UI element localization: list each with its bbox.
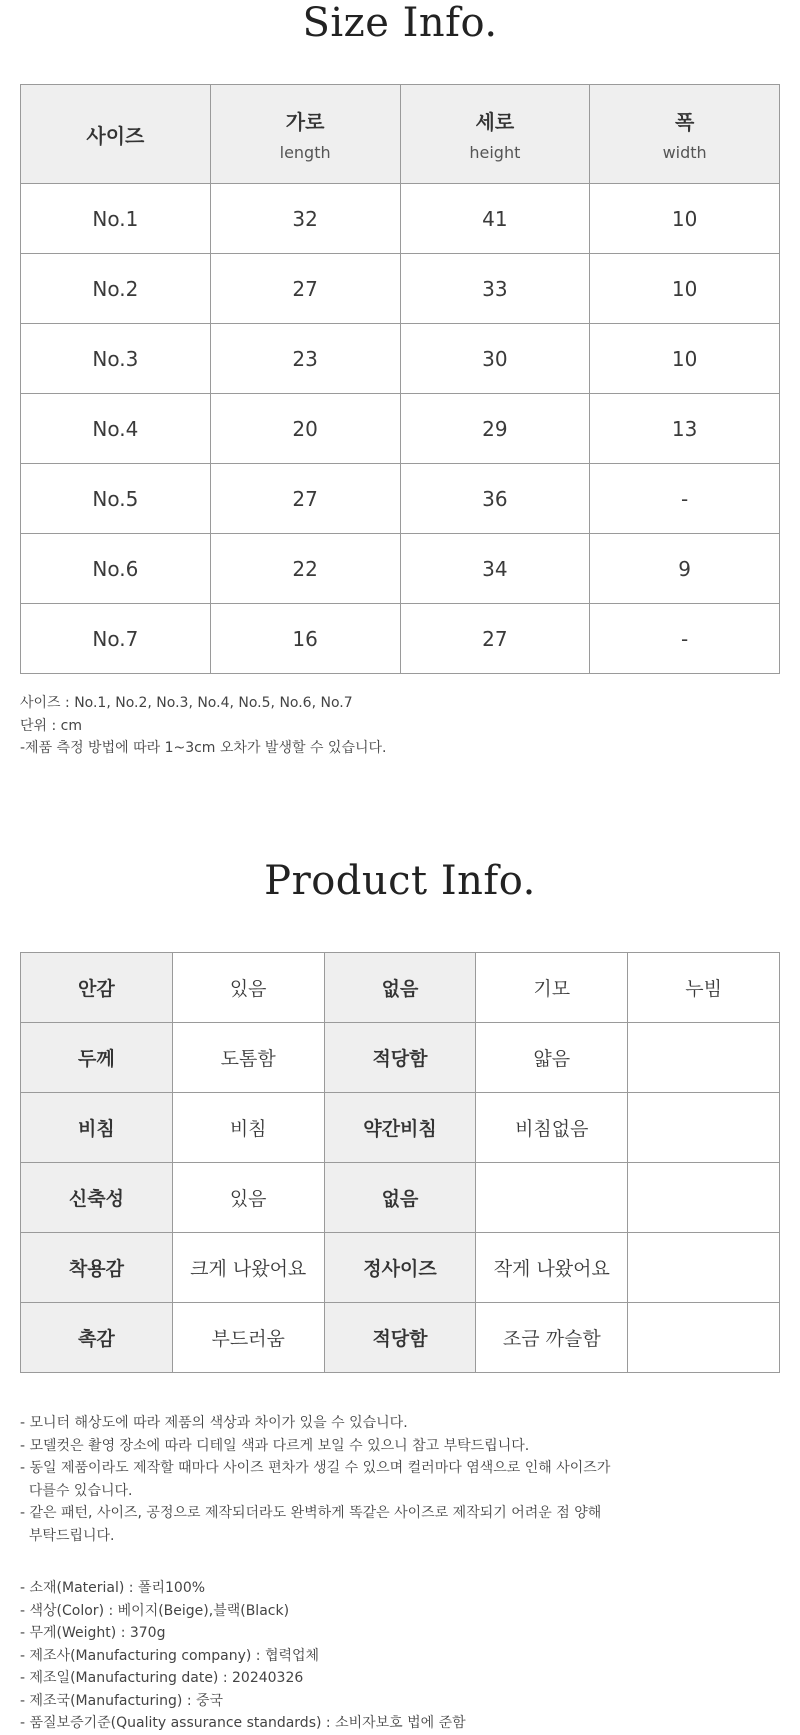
product-option bbox=[476, 1163, 628, 1233]
product-option: 조금 까슬함 bbox=[476, 1303, 628, 1373]
product-detail-line: - 제조사(Manufacturing company) : 협력업체 bbox=[20, 1647, 320, 1664]
product-option bbox=[628, 1093, 780, 1163]
product-option: 얇음 bbox=[476, 1023, 628, 1093]
product-option: 있음 bbox=[172, 953, 324, 1023]
product-option: 작게 나왔어요 bbox=[476, 1233, 628, 1303]
size-header-width-ko: 폭 bbox=[674, 110, 695, 134]
product-option: 크게 나왔어요 bbox=[172, 1233, 324, 1303]
size-header-size bbox=[21, 85, 211, 184]
height-cell: 36 bbox=[400, 464, 590, 534]
product-info-title: Product Info. bbox=[264, 858, 536, 904]
size-header-height bbox=[400, 85, 590, 184]
product-option: 부드러움 bbox=[172, 1303, 324, 1373]
product-label: 없음 bbox=[324, 953, 476, 1023]
product-option: 비침 bbox=[172, 1093, 324, 1163]
product-option bbox=[628, 1023, 780, 1093]
size-row bbox=[21, 184, 780, 254]
length-cell: 32 bbox=[210, 184, 400, 254]
product-label: 정사이즈 bbox=[324, 1233, 476, 1303]
product-row bbox=[21, 1023, 780, 1093]
length-cell: 27 bbox=[210, 254, 400, 324]
product-detail-line: - 색상(Color) : 베이지(Beige),블랙(Black) bbox=[20, 1602, 290, 1619]
width-cell: - bbox=[590, 464, 780, 534]
width-cell: 10 bbox=[590, 184, 780, 254]
size-row bbox=[21, 534, 780, 604]
length-cell: 23 bbox=[210, 324, 400, 394]
product-detail-line: - 제조일(Manufacturing date) : 20240326 bbox=[20, 1670, 304, 1686]
size-info-title: Size Info. bbox=[302, 0, 498, 46]
product-label: 안감 bbox=[21, 953, 173, 1023]
product-row bbox=[21, 1233, 780, 1303]
size-cell: No.3 bbox=[21, 324, 211, 394]
product-option: 있음 bbox=[172, 1163, 324, 1233]
height-cell: 29 bbox=[400, 394, 590, 464]
size-row bbox=[21, 254, 780, 324]
length-cell: 20 bbox=[210, 394, 400, 464]
product-label: 없음 bbox=[324, 1163, 476, 1233]
product-notes bbox=[20, 1412, 610, 1547]
product-label: 적당함 bbox=[324, 1023, 476, 1093]
size-row bbox=[21, 324, 780, 394]
product-detail-line: - 품질보증기준(Quality assurance standards) : 소비자보호 법에 준함 bbox=[20, 1715, 466, 1731]
product-label: 촉감 bbox=[21, 1303, 173, 1373]
size-header-height-ko: 세로 bbox=[475, 110, 515, 134]
width-cell: - bbox=[590, 604, 780, 674]
height-cell: 34 bbox=[400, 534, 590, 604]
product-details bbox=[20, 1577, 466, 1735]
product-row bbox=[21, 953, 780, 1023]
product-label: 비침 bbox=[21, 1093, 173, 1163]
product-note-line: - 모니터 해상도에 따라 제품의 색상과 차이가 있을 수 있습니다. bbox=[20, 1415, 408, 1431]
product-label: 적당함 bbox=[324, 1303, 476, 1373]
product-label: 착용감 bbox=[21, 1233, 173, 1303]
product-label: 약간비침 bbox=[324, 1093, 476, 1163]
size-table bbox=[20, 84, 780, 674]
size-row bbox=[21, 394, 780, 464]
product-note-line: 다를수 있습니다. bbox=[20, 1482, 133, 1499]
length-cell: 22 bbox=[210, 534, 400, 604]
size-cell: No.7 bbox=[21, 604, 211, 674]
product-row bbox=[21, 1163, 780, 1233]
size-table-header-row bbox=[21, 85, 780, 184]
product-option: 도톰함 bbox=[172, 1023, 324, 1093]
product-row bbox=[21, 1093, 780, 1163]
size-note-line: -제품 측정 방법에 따라 1~3cm 오차가 발생할 수 있습니다. bbox=[20, 740, 387, 756]
product-label: 두께 bbox=[21, 1023, 173, 1093]
product-option: 누빔 bbox=[628, 953, 780, 1023]
size-cell: No.2 bbox=[21, 254, 211, 324]
product-note-line: - 동일 제품이라도 제작할 때마다 사이즈 편차가 생길 수 있으며 컬러마다 염색으로 인해 사이즈가 bbox=[20, 1460, 611, 1476]
size-header-length-ko: 가로 bbox=[285, 110, 325, 134]
height-cell: 30 bbox=[400, 324, 590, 394]
length-cell: 16 bbox=[210, 604, 400, 674]
size-cell: No.5 bbox=[21, 464, 211, 534]
width-cell: 9 bbox=[590, 534, 780, 604]
product-label: 신축성 bbox=[21, 1163, 173, 1233]
product-row bbox=[21, 1303, 780, 1373]
size-cell: No.4 bbox=[21, 394, 211, 464]
height-cell: 33 bbox=[400, 254, 590, 324]
product-option bbox=[628, 1233, 780, 1303]
product-note-line: - 모델컷은 촬영 장소에 따라 디테일 색과 다르게 보일 수 있으니 참고 부탁드립니다. bbox=[20, 1437, 530, 1454]
width-cell: 13 bbox=[590, 394, 780, 464]
size-header-height-en: height bbox=[469, 143, 521, 162]
size-header-length bbox=[210, 85, 400, 184]
size-cell: No.1 bbox=[21, 184, 211, 254]
product-note-line: - 같은 패턴, 사이즈, 공정으로 제작되더라도 완벽하게 똑같은 사이즈로 제작되기 어려운 점 양해 bbox=[20, 1505, 602, 1521]
size-row bbox=[21, 604, 780, 674]
size-row bbox=[21, 464, 780, 534]
product-note-line: 부탁드립니다. bbox=[20, 1527, 115, 1544]
product-detail-line: - 소재(Material) : 폴리100% bbox=[20, 1580, 206, 1596]
size-header-size-ko: 사이즈 bbox=[86, 123, 145, 148]
width-cell: 10 bbox=[590, 254, 780, 324]
product-option: 기모 bbox=[476, 953, 628, 1023]
size-note-line: 사이즈 : No.1, No.2, No.3, No.4, No.5, No.6, No.7 bbox=[20, 695, 353, 711]
product-option bbox=[628, 1303, 780, 1373]
size-header-length-en: length bbox=[279, 143, 331, 162]
product-option: 비침없음 bbox=[476, 1093, 628, 1163]
height-cell: 41 bbox=[400, 184, 590, 254]
width-cell: 10 bbox=[590, 324, 780, 394]
size-note-line: 단위 : cm bbox=[20, 717, 83, 734]
size-notes bbox=[20, 692, 386, 760]
size-header-width bbox=[590, 85, 780, 184]
size-header-width-en: width bbox=[662, 143, 707, 162]
length-cell: 27 bbox=[210, 464, 400, 534]
height-cell: 27 bbox=[400, 604, 590, 674]
product-table bbox=[20, 952, 780, 1373]
size-cell: No.6 bbox=[21, 534, 211, 604]
product-detail-line: - 제조국(Manufacturing) : 중국 bbox=[20, 1692, 224, 1709]
product-option bbox=[628, 1163, 780, 1233]
product-detail-line: - 무게(Weight) : 370g bbox=[20, 1625, 166, 1641]
